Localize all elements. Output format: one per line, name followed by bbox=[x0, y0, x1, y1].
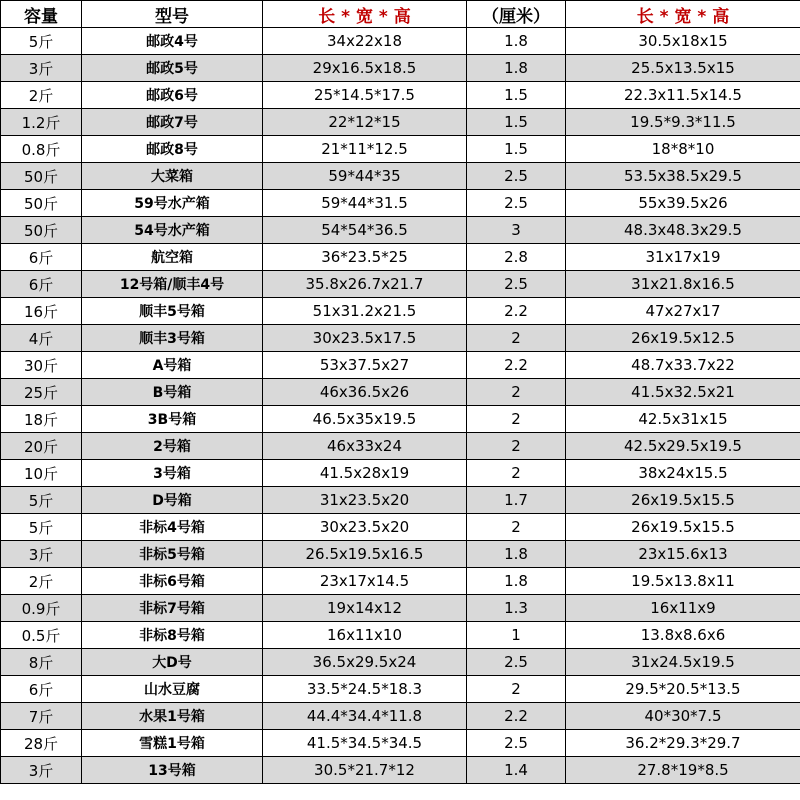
cell-thickness: 2 bbox=[467, 514, 566, 541]
cell-thickness: 1.8 bbox=[467, 28, 566, 55]
cell-thickness: 1.5 bbox=[467, 136, 566, 163]
table-row bbox=[1, 136, 800, 163]
cell-thickness: 2.5 bbox=[467, 271, 566, 298]
cell-thickness: 2 bbox=[467, 325, 566, 352]
cell-inner-dimensions: 55x39.5x26 bbox=[566, 190, 800, 217]
cell-inner-dimensions: 42.5x31x15 bbox=[566, 406, 800, 433]
cell-model: 非标6号箱 bbox=[82, 568, 263, 595]
cell-outer-dimensions: 35.8x26.7x21.7 bbox=[263, 271, 467, 298]
cell-outer-dimensions: 29x16.5x18.5 bbox=[263, 55, 467, 82]
cell-outer-dimensions: 51x31.2x21.5 bbox=[263, 298, 467, 325]
header-model: 型号 bbox=[82, 1, 263, 28]
cell-inner-dimensions: 26x19.5x15.5 bbox=[566, 487, 800, 514]
cell-capacity: 6斤 bbox=[1, 271, 82, 298]
cell-thickness: 2 bbox=[467, 460, 566, 487]
cell-outer-dimensions: 41.5x28x19 bbox=[263, 460, 467, 487]
cell-model: 山水豆腐 bbox=[82, 676, 263, 703]
cell-thickness: 1.5 bbox=[467, 109, 566, 136]
table-row bbox=[1, 460, 800, 487]
cell-thickness: 1.4 bbox=[467, 757, 566, 784]
cell-model: 邮政8号 bbox=[82, 136, 263, 163]
cell-model: 邮政4号 bbox=[82, 28, 263, 55]
cell-inner-dimensions: 41.5x32.5x21 bbox=[566, 379, 800, 406]
header-unit: （厘米） bbox=[467, 1, 566, 28]
cell-model: 非标5号箱 bbox=[82, 541, 263, 568]
table-row bbox=[1, 703, 800, 730]
cell-outer-dimensions: 22*12*15 bbox=[263, 109, 467, 136]
cell-capacity: 3斤 bbox=[1, 757, 82, 784]
cell-outer-dimensions: 46x36.5x26 bbox=[263, 379, 467, 406]
cell-model: 59号水产箱 bbox=[82, 190, 263, 217]
table-row bbox=[1, 730, 800, 757]
cell-outer-dimensions: 19x14x12 bbox=[263, 595, 467, 622]
cell-capacity: 50斤 bbox=[1, 190, 82, 217]
cell-thickness: 1.8 bbox=[467, 55, 566, 82]
header-row bbox=[1, 1, 800, 28]
cell-model: 邮政6号 bbox=[82, 82, 263, 109]
cell-model: 大D号 bbox=[82, 649, 263, 676]
table-row bbox=[1, 487, 800, 514]
cell-capacity: 30斤 bbox=[1, 352, 82, 379]
cell-capacity: 5斤 bbox=[1, 514, 82, 541]
table-row bbox=[1, 82, 800, 109]
cell-capacity: 28斤 bbox=[1, 730, 82, 757]
cell-model: B号箱 bbox=[82, 379, 263, 406]
cell-inner-dimensions: 19.5x13.8x11 bbox=[566, 568, 800, 595]
cell-model: 非标8号箱 bbox=[82, 622, 263, 649]
cell-thickness: 1 bbox=[467, 622, 566, 649]
cell-inner-dimensions: 29.5*20.5*13.5 bbox=[566, 676, 800, 703]
cell-inner-dimensions: 26x19.5x15.5 bbox=[566, 514, 800, 541]
cell-outer-dimensions: 30x23.5x20 bbox=[263, 514, 467, 541]
cell-outer-dimensions: 41.5*34.5*34.5 bbox=[263, 730, 467, 757]
cell-model: 13号箱 bbox=[82, 757, 263, 784]
cell-model: 2号箱 bbox=[82, 433, 263, 460]
table-row bbox=[1, 757, 800, 784]
table-row bbox=[1, 595, 800, 622]
cell-outer-dimensions: 46.5x35x19.5 bbox=[263, 406, 467, 433]
cell-capacity: 6斤 bbox=[1, 244, 82, 271]
cell-model: 54号水产箱 bbox=[82, 217, 263, 244]
cell-capacity: 0.5斤 bbox=[1, 622, 82, 649]
cell-inner-dimensions: 36.2*29.3*29.7 bbox=[566, 730, 800, 757]
cell-model: 大菜箱 bbox=[82, 163, 263, 190]
table-row bbox=[1, 622, 800, 649]
cell-inner-dimensions: 48.7x33.7x22 bbox=[566, 352, 800, 379]
cell-inner-dimensions: 30.5x18x15 bbox=[566, 28, 800, 55]
cell-outer-dimensions: 59*44*35 bbox=[263, 163, 467, 190]
cell-thickness: 2.2 bbox=[467, 703, 566, 730]
cell-model: 非标4号箱 bbox=[82, 514, 263, 541]
cell-outer-dimensions: 31x23.5x20 bbox=[263, 487, 467, 514]
cell-model: 航空箱 bbox=[82, 244, 263, 271]
cell-capacity: 4斤 bbox=[1, 325, 82, 352]
cell-outer-dimensions: 23x17x14.5 bbox=[263, 568, 467, 595]
table-row bbox=[1, 271, 800, 298]
cell-model: 12号箱/顺丰4号 bbox=[82, 271, 263, 298]
cell-inner-dimensions: 19.5*9.3*11.5 bbox=[566, 109, 800, 136]
cell-model: D号箱 bbox=[82, 487, 263, 514]
cell-inner-dimensions: 26x19.5x12.5 bbox=[566, 325, 800, 352]
table-row bbox=[1, 55, 800, 82]
cell-model: 顺丰3号箱 bbox=[82, 325, 263, 352]
cell-capacity: 50斤 bbox=[1, 163, 82, 190]
cell-capacity: 0.8斤 bbox=[1, 136, 82, 163]
cell-inner-dimensions: 16x11x9 bbox=[566, 595, 800, 622]
cell-outer-dimensions: 30x23.5x17.5 bbox=[263, 325, 467, 352]
cell-capacity: 7斤 bbox=[1, 703, 82, 730]
cell-thickness: 2 bbox=[467, 433, 566, 460]
cell-model: 邮政7号 bbox=[82, 109, 263, 136]
cell-inner-dimensions: 40*30*7.5 bbox=[566, 703, 800, 730]
cell-outer-dimensions: 36*23.5*25 bbox=[263, 244, 467, 271]
cell-outer-dimensions: 30.5*21.7*12 bbox=[263, 757, 467, 784]
header-inner-dimensions: 长 * 宽 * 高 bbox=[566, 1, 800, 28]
cell-model: A号箱 bbox=[82, 352, 263, 379]
cell-thickness: 1.8 bbox=[467, 568, 566, 595]
table-row bbox=[1, 406, 800, 433]
table-row bbox=[1, 433, 800, 460]
cell-thickness: 2.5 bbox=[467, 730, 566, 757]
cell-thickness: 3 bbox=[467, 217, 566, 244]
cell-inner-dimensions: 31x21.8x16.5 bbox=[566, 271, 800, 298]
cell-thickness: 2 bbox=[467, 406, 566, 433]
cell-capacity: 25斤 bbox=[1, 379, 82, 406]
cell-capacity: 8斤 bbox=[1, 649, 82, 676]
cell-capacity: 5斤 bbox=[1, 28, 82, 55]
table-row bbox=[1, 568, 800, 595]
cell-outer-dimensions: 53x37.5x27 bbox=[263, 352, 467, 379]
cell-inner-dimensions: 31x24.5x19.5 bbox=[566, 649, 800, 676]
cell-outer-dimensions: 59*44*31.5 bbox=[263, 190, 467, 217]
cell-inner-dimensions: 18*8*10 bbox=[566, 136, 800, 163]
table-row bbox=[1, 190, 800, 217]
cell-inner-dimensions: 25.5x13.5x15 bbox=[566, 55, 800, 82]
cell-model: 邮政5号 bbox=[82, 55, 263, 82]
cell-inner-dimensions: 38x24x15.5 bbox=[566, 460, 800, 487]
cell-thickness: 2.8 bbox=[467, 244, 566, 271]
cell-thickness: 2.5 bbox=[467, 649, 566, 676]
table-row bbox=[1, 325, 800, 352]
cell-outer-dimensions: 16x11x10 bbox=[263, 622, 467, 649]
cell-thickness: 1.5 bbox=[467, 82, 566, 109]
cell-outer-dimensions: 44.4*34.4*11.8 bbox=[263, 703, 467, 730]
cell-capacity: 10斤 bbox=[1, 460, 82, 487]
cell-model: 雪糕1号箱 bbox=[82, 730, 263, 757]
cell-inner-dimensions: 48.3x48.3x29.5 bbox=[566, 217, 800, 244]
cell-outer-dimensions: 21*11*12.5 bbox=[263, 136, 467, 163]
table-row bbox=[1, 109, 800, 136]
cell-capacity: 3斤 bbox=[1, 55, 82, 82]
cell-inner-dimensions: 23x15.6x13 bbox=[566, 541, 800, 568]
cell-thickness: 2.5 bbox=[467, 190, 566, 217]
cell-inner-dimensions: 53.5x38.5x29.5 bbox=[566, 163, 800, 190]
cell-outer-dimensions: 26.5x19.5x16.5 bbox=[263, 541, 467, 568]
cell-thickness: 2.5 bbox=[467, 163, 566, 190]
table-row bbox=[1, 514, 800, 541]
cell-capacity: 20斤 bbox=[1, 433, 82, 460]
cell-capacity: 1.2斤 bbox=[1, 109, 82, 136]
cell-capacity: 3斤 bbox=[1, 541, 82, 568]
cell-capacity: 0.9斤 bbox=[1, 595, 82, 622]
cell-capacity: 50斤 bbox=[1, 217, 82, 244]
cell-capacity: 16斤 bbox=[1, 298, 82, 325]
cell-model: 3号箱 bbox=[82, 460, 263, 487]
cell-thickness: 1.8 bbox=[467, 541, 566, 568]
header-capacity: 容量 bbox=[1, 1, 82, 28]
cell-inner-dimensions: 22.3x11.5x14.5 bbox=[566, 82, 800, 109]
cell-inner-dimensions: 31x17x19 bbox=[566, 244, 800, 271]
cell-inner-dimensions: 47x27x17 bbox=[566, 298, 800, 325]
cell-inner-dimensions: 42.5x29.5x19.5 bbox=[566, 433, 800, 460]
table-row bbox=[1, 649, 800, 676]
cell-inner-dimensions: 27.8*19*8.5 bbox=[566, 757, 800, 784]
table-row bbox=[1, 163, 800, 190]
cell-thickness: 2 bbox=[467, 379, 566, 406]
cell-model: 顺丰5号箱 bbox=[82, 298, 263, 325]
cell-thickness: 1.3 bbox=[467, 595, 566, 622]
cell-model: 非标7号箱 bbox=[82, 595, 263, 622]
table-row bbox=[1, 217, 800, 244]
cell-outer-dimensions: 36.5x29.5x24 bbox=[263, 649, 467, 676]
table-row bbox=[1, 28, 800, 55]
header-outer-dimensions: 长 * 宽 * 高 bbox=[263, 1, 467, 28]
table-row bbox=[1, 676, 800, 703]
table-row bbox=[1, 541, 800, 568]
cell-outer-dimensions: 25*14.5*17.5 bbox=[263, 82, 467, 109]
cell-model: 水果1号箱 bbox=[82, 703, 263, 730]
cell-capacity: 2斤 bbox=[1, 568, 82, 595]
cell-capacity: 5斤 bbox=[1, 487, 82, 514]
cell-capacity: 6斤 bbox=[1, 676, 82, 703]
cell-thickness: 2.2 bbox=[467, 298, 566, 325]
table-row bbox=[1, 352, 800, 379]
cell-thickness: 2.2 bbox=[467, 352, 566, 379]
cell-inner-dimensions: 13.8x8.6x6 bbox=[566, 622, 800, 649]
table-row bbox=[1, 379, 800, 406]
table-row bbox=[1, 298, 800, 325]
cell-capacity: 2斤 bbox=[1, 82, 82, 109]
cell-thickness: 2 bbox=[467, 676, 566, 703]
cell-capacity: 18斤 bbox=[1, 406, 82, 433]
cell-outer-dimensions: 34x22x18 bbox=[263, 28, 467, 55]
cell-outer-dimensions: 54*54*36.5 bbox=[263, 217, 467, 244]
cell-outer-dimensions: 33.5*24.5*18.3 bbox=[263, 676, 467, 703]
table-row bbox=[1, 244, 800, 271]
cell-model: 3B号箱 bbox=[82, 406, 263, 433]
cell-thickness: 1.7 bbox=[467, 487, 566, 514]
cell-outer-dimensions: 46x33x24 bbox=[263, 433, 467, 460]
